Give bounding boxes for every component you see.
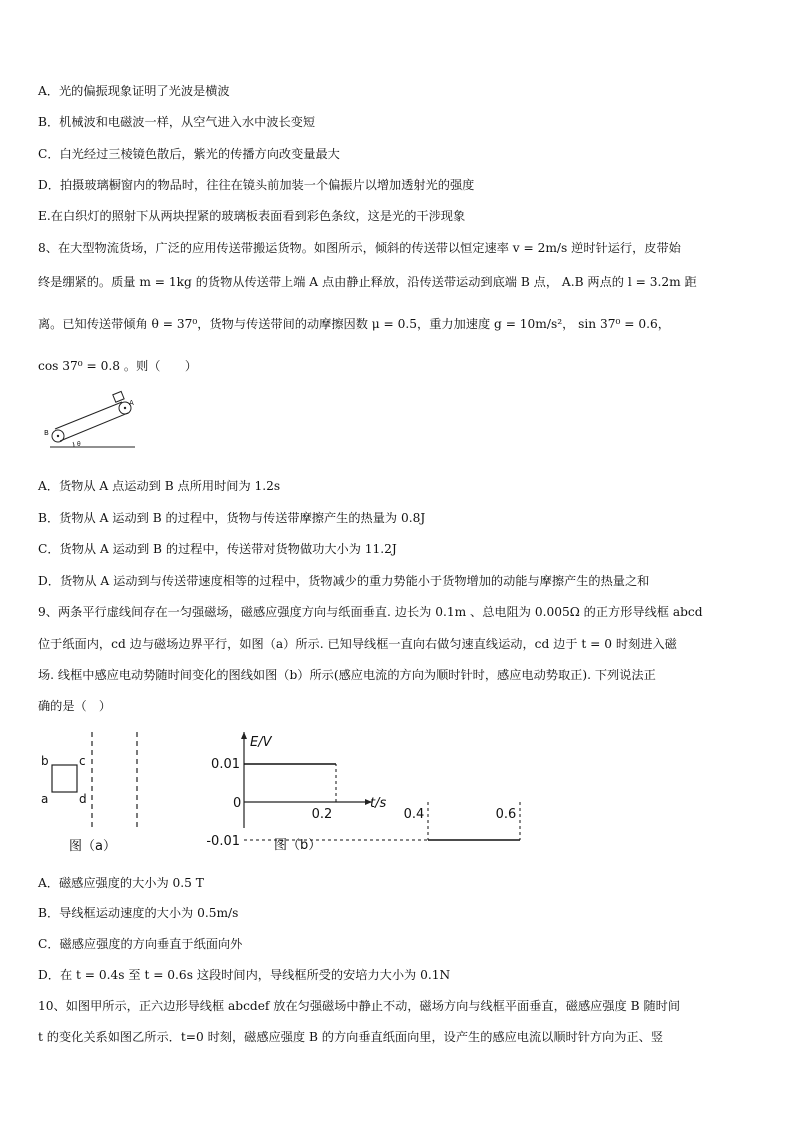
- q9-stem-line-2: 位于纸面内，cd 边与磁场边界平行，如图（a）所示. 已知导线框一直向右做匀速直线运动，cd 边于 t = 0 时刻进入磁: [38, 637, 677, 651]
- q8-option-c: C．货物从 A 运动到 B 的过程中，传送带对货物做功大小为 11.2J: [38, 542, 397, 556]
- label-c: c: [79, 754, 86, 768]
- y-tick-0-01: 0.01: [211, 757, 240, 772]
- belt-top: [55, 402, 122, 429]
- q8-option-d: D．货物从 A 运动到与传送带速度相等的过程中，货物减少的重力势能小于货物增加的动能与摩擦产生的热量之和: [38, 574, 650, 588]
- belt-bottom: [60, 413, 128, 441]
- y-axis-label: E/V: [250, 735, 272, 750]
- q7-option-a: A．光的偏振现象证明了光波是横波: [38, 84, 230, 98]
- q7-option-b: B．机械波和电磁波一样，从空气进入水中波长变短: [38, 115, 316, 129]
- caption-a: 图（a）: [69, 839, 116, 854]
- label-a: a: [41, 792, 49, 806]
- q7-option-e: E.在白织灯的照射下从两块捏紧的玻璃板表面看到彩色条纹，这是光的干涉现象: [38, 209, 466, 223]
- q9-option-d: D．在 t = 0.4s 至 t = 0.6s 这段时间内，导线框所受的安培力大小为 0.1N: [38, 968, 451, 982]
- q9-option-b: B．导线框运动速度的大小为 0.5m/s: [38, 906, 239, 920]
- y-axis-arrow-icon: [241, 732, 247, 739]
- cargo-box: [113, 391, 124, 402]
- q10-stem-line-1: 10、如图甲所示，正六边形导线框 abcdef 放在匀强磁场中静止不动，磁场方向与线框平面垂直，磁感应强度 B 随时间: [38, 999, 681, 1013]
- q9-option-a: A．磁感应强度的大小为 0.5 T: [38, 876, 204, 890]
- label-b: b: [41, 754, 49, 768]
- q8-option-b: B．货物从 A 运动到 B 的过程中，货物与传送带摩擦产生的热量为 0.8J: [38, 511, 426, 525]
- label-bottom: B: [44, 429, 49, 437]
- square-frame: [52, 765, 77, 792]
- conveyor-belt-figure: [40, 393, 140, 455]
- q9-stem-line-4: 确的是（ ）: [38, 699, 112, 713]
- figure-a-wire-frame: [36, 730, 156, 860]
- q9-option-c: C．磁感应强度的方向垂直于纸面向外: [38, 937, 243, 951]
- label-d: d: [79, 792, 87, 806]
- q7-option-c: C．白光经过三棱镜色散后，紫光的传播方向改变量最大: [38, 147, 340, 161]
- q8-stem-line-2: 终是绷紧的。质量 m = 1kg 的货物从传送带上端 A 点由静止释放，沿传送带运动到底端 B 点， A.B 两点的 l = 3.2m 距: [38, 275, 697, 289]
- x-tick-0-2: 0.2: [311, 807, 333, 822]
- q9-stem-line-1: 9、两条平行虚线间存在一匀强磁场，磁感应强度方向与纸面垂直. 边长为 0.1m 、总电阻为 0.005Ω 的正方形导线框 abcd: [38, 605, 703, 619]
- q9-stem-line-3: 场. 线框中感应电动势随时间变化的图线如图（b）所示(感应电流的方向为顺时针时，感应电动势取正). 下列说法正: [38, 668, 656, 682]
- q7-option-d: D．拍摄玻璃橱窗内的物品时，往往在镜头前加装一个偏振片以增加透射光的强度: [38, 178, 475, 192]
- x-axis-label: t/s: [370, 796, 387, 811]
- label-angle: θ: [77, 441, 81, 448]
- q8-stem-line-1: 8、在大型物流货场，广泛的应用传送带搬运货物。如图所示，倾斜的传送带以恒定速率 v = 2m/s 逆时针运行，皮带始: [38, 241, 681, 255]
- x-tick-0-4: 0.4: [403, 807, 425, 822]
- y-tick-neg-0-01: -0.01: [206, 834, 240, 849]
- origin-label: 0: [233, 796, 242, 811]
- q8-stem-line-3: 离。已知传送带倾角 θ = 37⁰，货物与传送带间的动摩擦因数 μ = 0.5，重力加速度 g = 10m/s²， sin 37⁰ = 0.6，: [38, 317, 670, 331]
- x-tick-0-6: 0.6: [495, 807, 517, 822]
- caption-b: 图（b）: [274, 838, 322, 853]
- q10-stem-line-2: t 的变化关系如图乙所示．t=0 时刻，磁感应强度 B 的方向垂直纸面向里，设产生的感应电流以顺时针方向为正、竖: [38, 1030, 664, 1044]
- q8-stem-line-4: cos 37⁰ = 0.8 。则（ ）: [38, 359, 198, 373]
- figure-b-emf-chart: [200, 728, 517, 860]
- label-top: A: [129, 399, 134, 407]
- q8-option-a: A．货物从 A 点运动到 B 点所用时间为 1.2s: [38, 479, 281, 493]
